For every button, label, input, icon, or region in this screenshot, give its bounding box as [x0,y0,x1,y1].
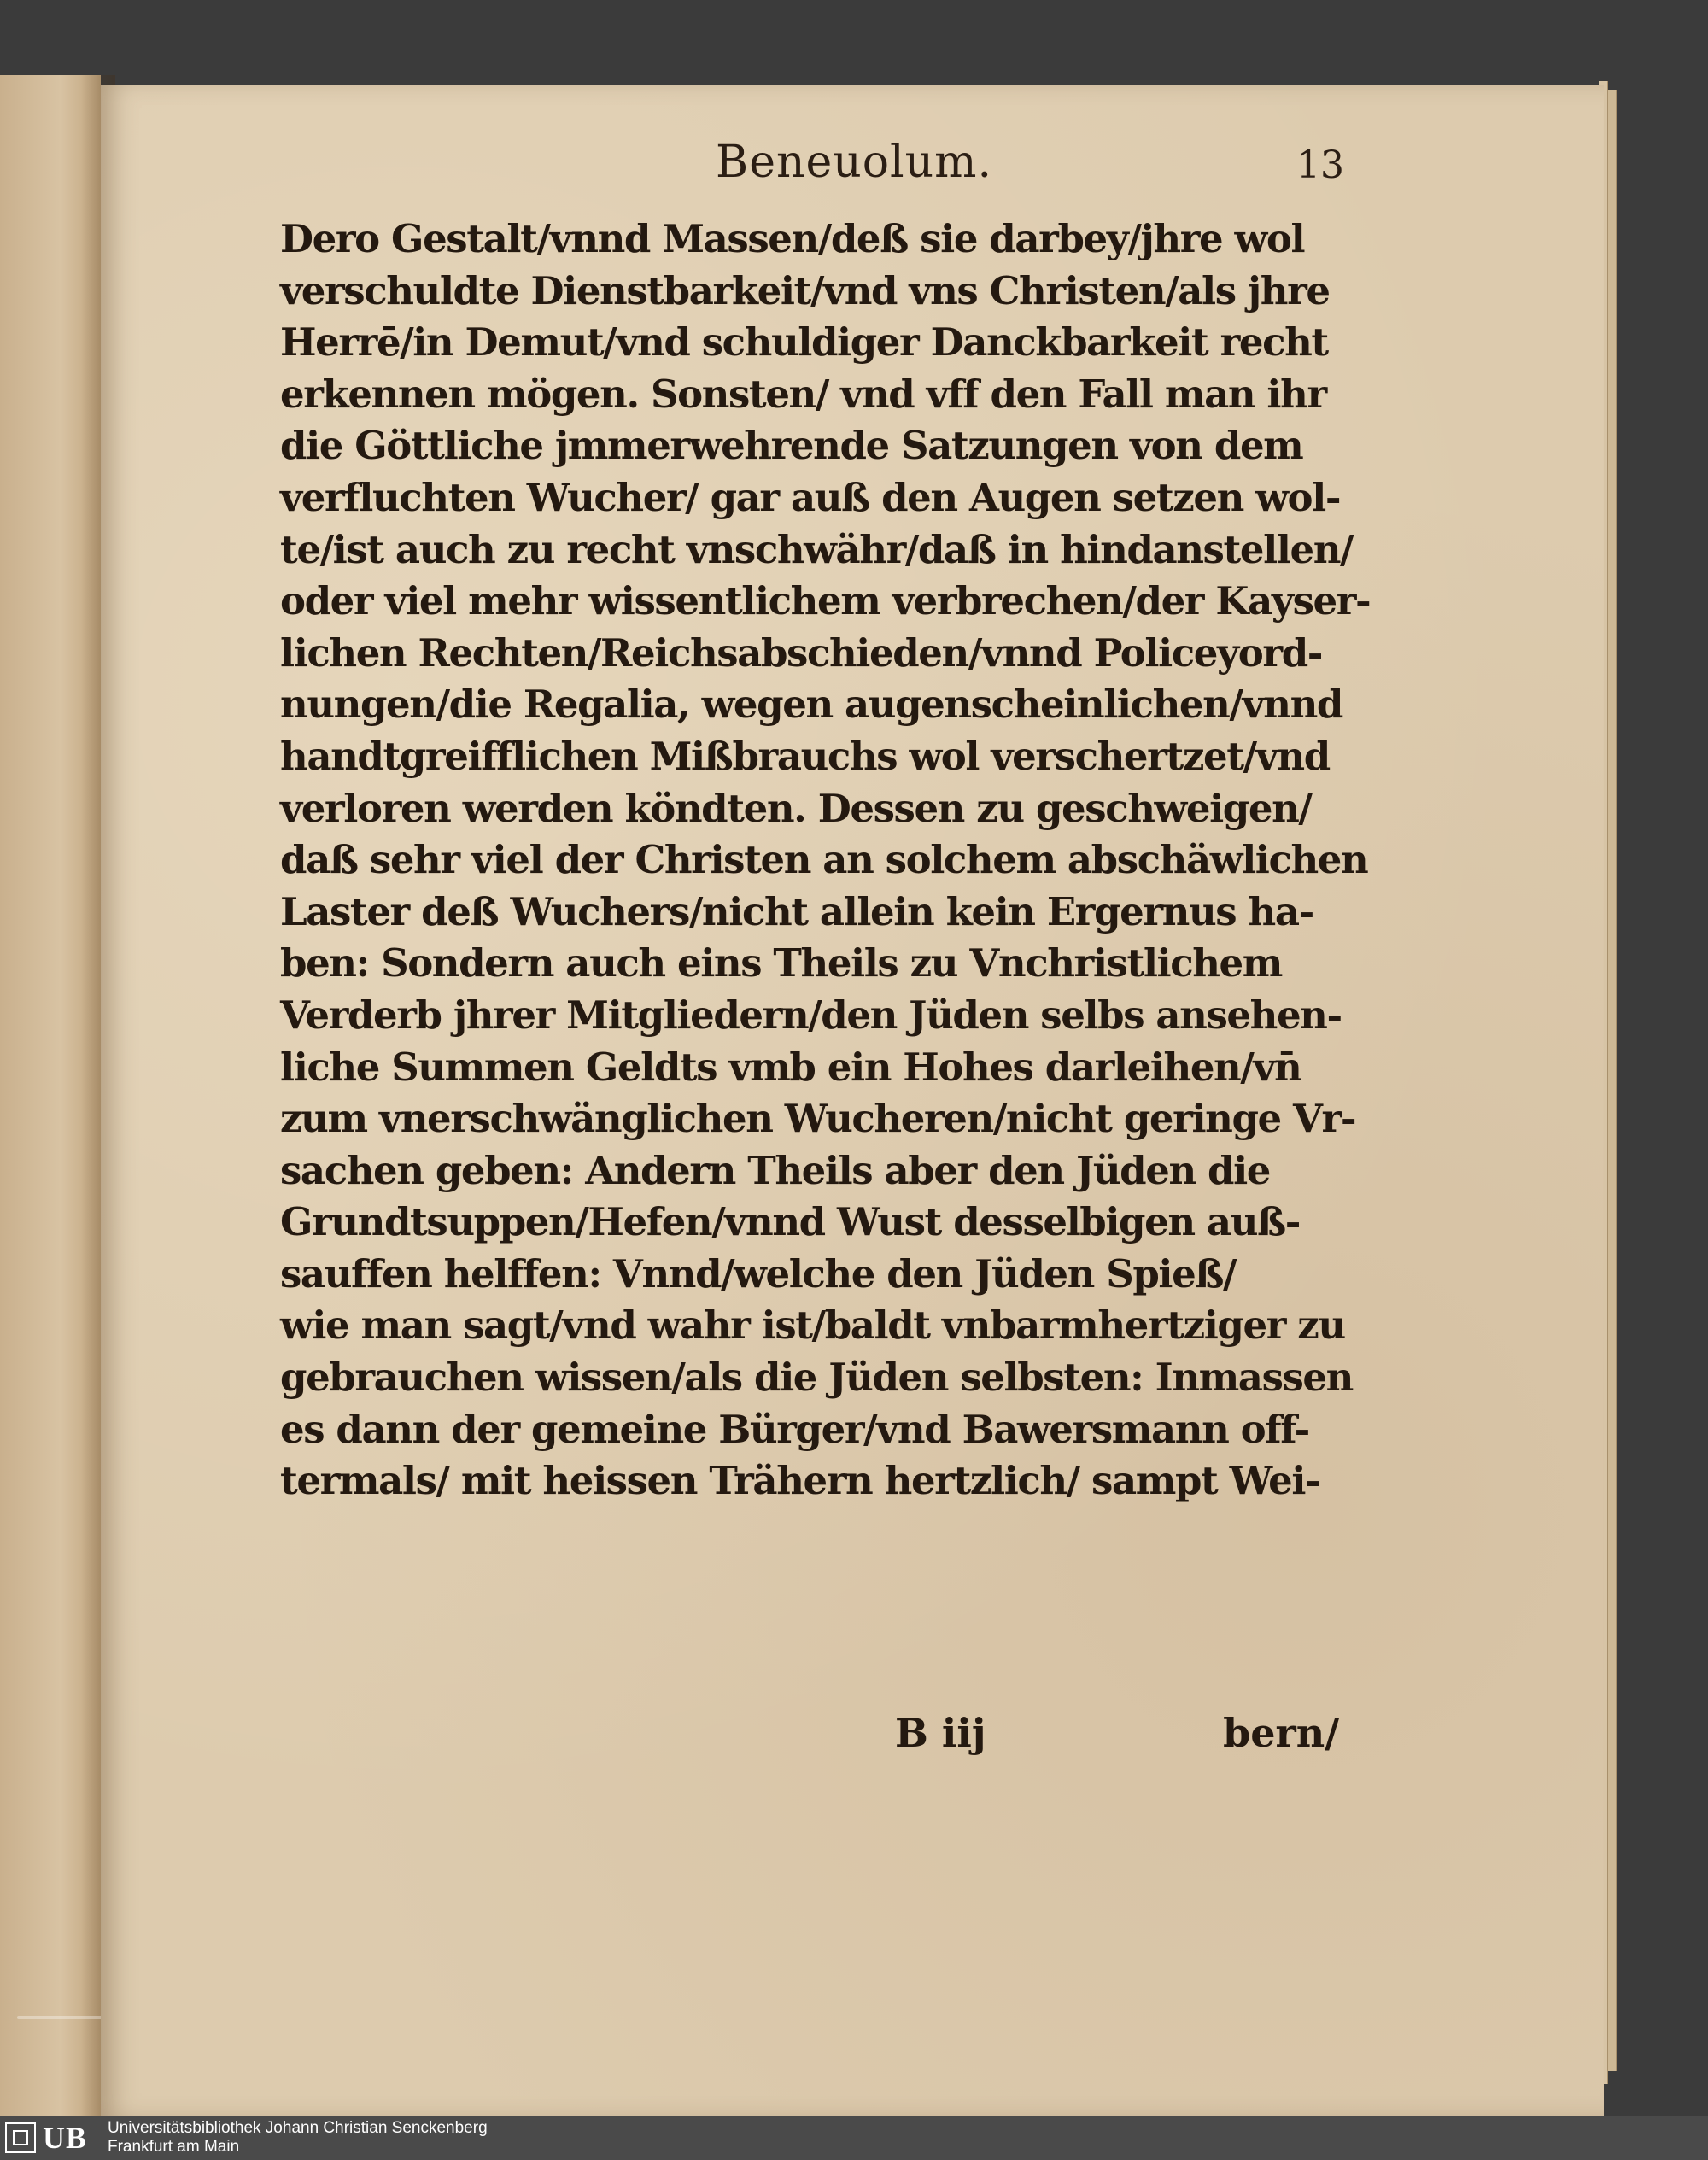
ub-logo [5,2121,99,2155]
library-footer-bar [0,2116,1708,2160]
text-line: Herrē/in Demut/vnd schuldiger Danckbarkeit recht [280,319,1328,366]
text-line: te/ist auch zu recht vnschwähr/daß in hindanstellen/ [280,526,1354,572]
recto-page [101,85,1604,2116]
ub-logo-text: UB [43,2121,88,2155]
text-line: oder viel mehr wissentlichem verbrechen/der Kayser- [280,578,1371,624]
text-line: Dero Gestalt/vnnd Massen/deß sie darbey/jhre wol [280,216,1305,261]
text-line: Laster deß Wuchers/nicht allein kein Ergernus ha- [280,888,1313,934]
text-line: Grundtsuppen/Hefen/vnnd Wust desselbigen auß- [280,1199,1301,1245]
text-line: verschuldte Dienstbarkeit/vnd vns Christen/als jhre [280,267,1330,313]
text-line: zum vnerschwänglichen Wucheren/nicht geringe Vr- [280,1096,1356,1142]
page-number: 13 [1296,143,1344,187]
page-stack-edge [1607,90,1617,2071]
text-line: termals/ mit heissen Trähern hertzlich/ sampt Wei- [280,1458,1320,1504]
text-line: gebrauchen wissen/als die Jüden selbsten: Inmassen [280,1355,1353,1401]
running-head: Beneuolum. [716,137,993,188]
text-line: sauffen helffen: Vnnd/welche den Jüden Spieß/ [280,1250,1237,1297]
body-text [280,214,1371,1507]
text-line: es dann der gemeine Bürger/vnd Bawersmann off- [280,1406,1309,1452]
text-line: wie man sagt/vnd wahr ist/baldt vnbarmhertziger zu [280,1302,1345,1349]
text-line: liche Summen Geldts vmb ein Hohes darleihen/vn̄ [280,1044,1301,1090]
text-line: die Göttliche jmmerwehrende Satzungen von dem [280,423,1303,469]
text-line: erkennen mögen. Sonsten/ vnd vff den Fall man ihr [280,371,1326,417]
background-corner [1606,0,1708,120]
catchword: bern/ [1223,1710,1339,1756]
page-footer-line [280,1710,1348,1770]
text-line: verfluchten Wucher/ gar auß den Augen setzen wol- [280,474,1341,520]
text-line: nungen/die Regalia, wegen augenscheinlichen/vnnd [280,682,1342,728]
text-line: handtgreifflichen Mißbrauchs wol verschertzet/vnd [280,733,1330,779]
text-line: ben: Sondern auch eins Theils zu Vnchristlichem [280,940,1282,986]
text-line: lichen Rechten/Reichsabschieden/vnnd Policeyord- [280,629,1323,676]
institution-name: Universitätsbibliothek Johann Christian Senckenberg [108,2119,488,2137]
ub-logo-icon [5,2122,36,2153]
institution-city: Frankfurt am Main [108,2138,240,2156]
text-line: Verderb jhrer Mitgliedern/den Jüden selbs ansehen- [280,992,1342,1038]
signature-mark: B iij [895,1710,986,1756]
text-line: daß sehr viel der Christen an solchem abschäwlichen [280,837,1368,883]
text-line: sachen geben: Andern Theils aber den Jüden die [280,1147,1271,1193]
text-line: verloren werden köndten. Dessen zu geschweigen/ [280,785,1312,831]
